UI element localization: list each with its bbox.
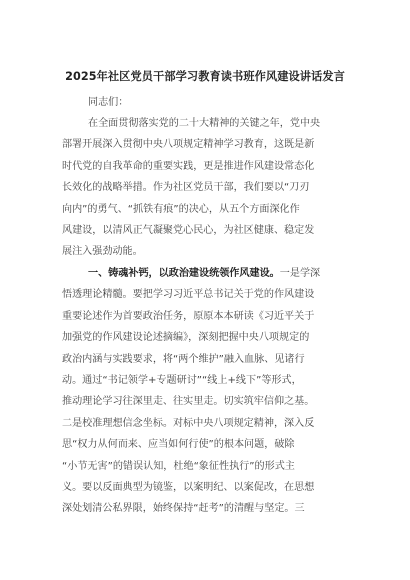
paragraph-line: 推动理论学习往深里走、往实里走。切实筑牢信仰之基。 <box>62 396 315 408</box>
paragraph-line: 悟透理论精髓。要把学习习近平总书记关于党的作风建设 <box>62 289 315 301</box>
paragraph-line: 在全面贯彻落实党的二十大精神的关键之年，党中央 <box>88 118 321 129</box>
paragraph-line: 深处划清公私界限，始终保持“赶考”的清醒与坚定。三 <box>62 503 305 515</box>
salutation: 同志们： <box>88 97 129 108</box>
paragraph-first-line <box>62 263 362 284</box>
paragraph-line: 时代党的自我革命的重要实践，更是推进作风建设常态化 <box>62 160 315 172</box>
paragraph-1 <box>62 113 362 263</box>
paragraph-2 <box>62 263 362 520</box>
paragraph-line: 政治内涵与实践要求，将“两个维护”融入血脉、见诸行 <box>62 353 305 365</box>
paragraph-line: 向内”的勇气、“抓铁有痕”的决心，从五个方面深化作 <box>62 203 300 215</box>
paragraph-line: “小节无害”的错误认知，杜绝“象征性执行”的形式主 <box>62 460 295 472</box>
paragraph-line: 部署开展深入贯彻中央八项规定精神学习教育，这既是新 <box>62 139 315 151</box>
paragraph-text: 一是学深 <box>279 268 321 279</box>
paragraph-line: 长效化的战略举措。作为社区党员干部，我们要以“刀刃 <box>62 182 310 194</box>
paragraph-line: 风建设，以清风正气凝聚党心民心，为社区健康、稳定发 <box>62 224 315 236</box>
paragraph-line: 思“权力从何而来、应当如何行使”的根本问题，破除 <box>62 439 295 451</box>
paragraph-line: 加强党的作风建设论述摘编》，深刻把握中央八项规定的 <box>62 332 310 344</box>
paragraph-line: 展注入强劲动能。 <box>62 246 143 258</box>
paragraph-line: 重要论述作为首要政治任务，原原本本研读《习近平关于 <box>62 310 315 322</box>
paragraph-line: 二是校准理想信念坐标。对标中央八项规定精神，深入反 <box>62 417 315 429</box>
paragraph-line: 义。要以反面典型为镜鉴，以案明纪、以案促改，在思想 <box>62 481 315 493</box>
section-heading: 一、铸魂补钙，以政治建设统领作风建设。 <box>88 268 280 279</box>
document-title: 2025年社区党员干部学习教育读书班作风建设讲话发言 <box>65 70 345 83</box>
paragraph-line: 动。通过“书记领学+专题研讨”“线上+线下”等形式， <box>62 374 302 386</box>
